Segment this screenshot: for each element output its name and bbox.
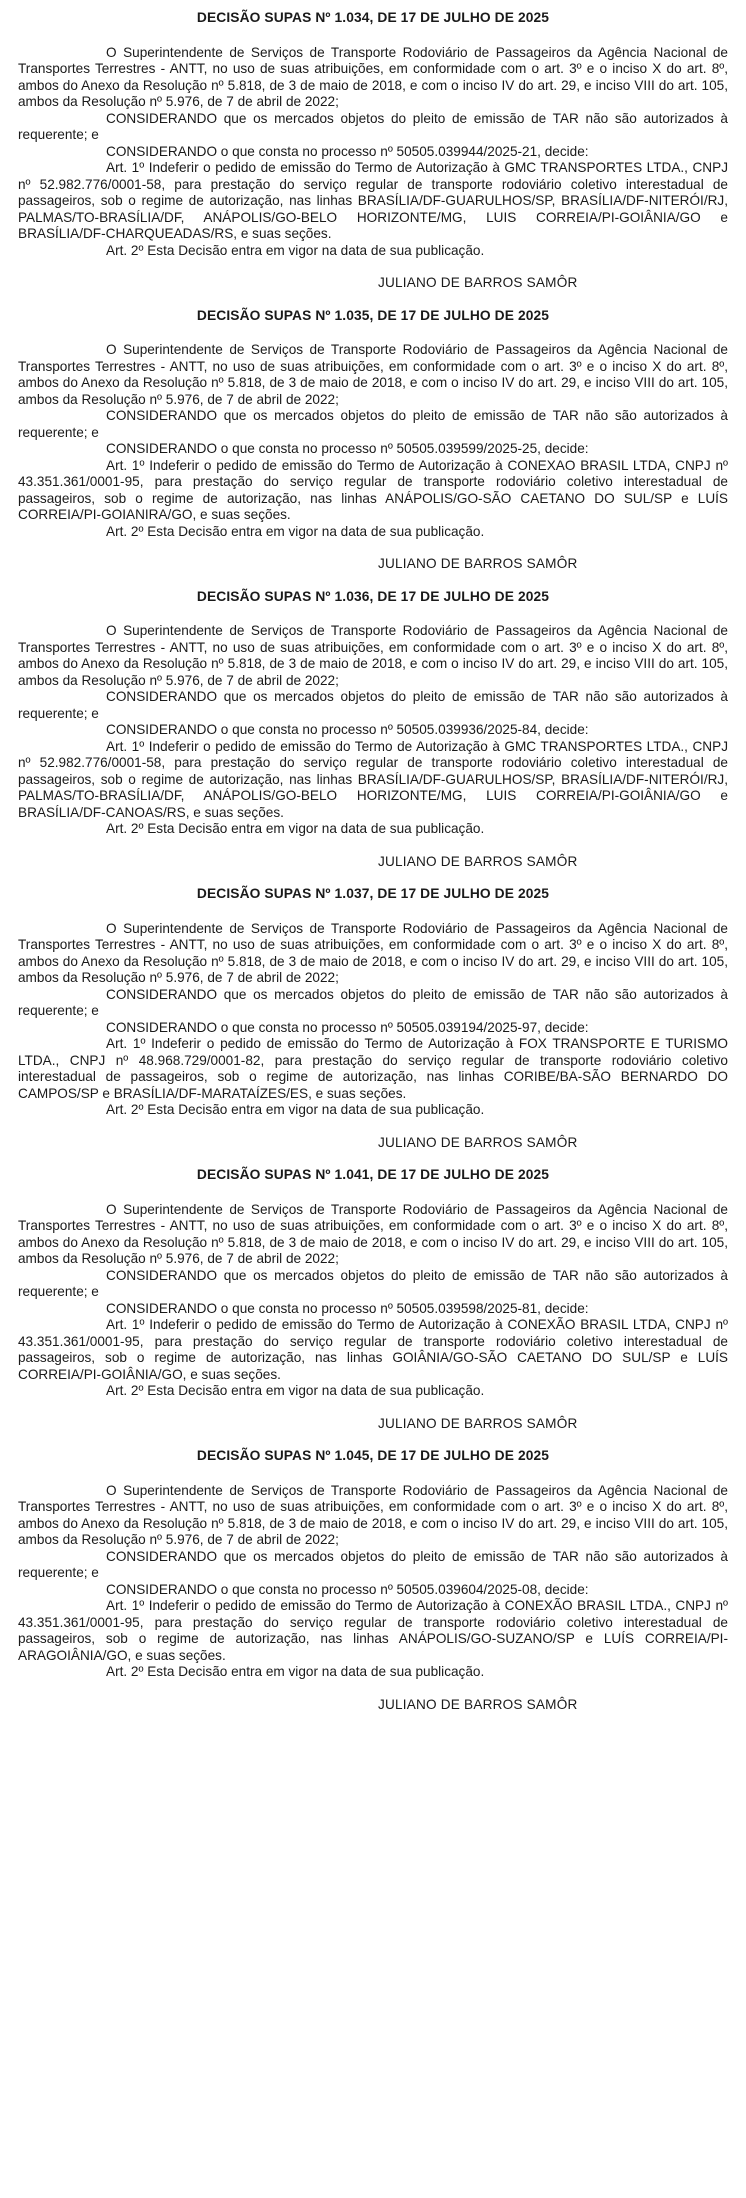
signer-name: JULIANO DE BARROS SAMÔR	[378, 275, 578, 290]
article-2-paragraph: Art. 2º Esta Decisão entra em vigor na data de sua publicação.	[106, 523, 485, 539]
decision-1041	[18, 1167, 728, 1432]
decision-title: DECISÃO SUPAS Nº 1.036, DE 17 DE JULHO DE 2025	[196, 588, 550, 604]
article-2-paragraph: Art. 2º Esta Decisão entra em vigor na data de sua publicação.	[106, 1383, 485, 1398]
decision-title: DECISÃO SUPAS Nº 1.034, DE 17 DE JULHO DE 2025	[196, 10, 550, 25]
signer-name: JULIANO DE BARROS SAMÔR	[378, 1696, 578, 1712]
preamble-paragraph: O Superintendente de Serviços de Transporte Rodoviário de Passageiros da Agência Nacional de Transportes Terrestres - ANTT, no uso de suas atribuições, em conformidade com o art. 3º e o inciso X do art. 8º, ambos do Anexo da Resolução nº 5.818, de 3 de maio de 2018, e com o inciso IV do art. 29, e inciso VIII do art. 105, ambos da Resolução nº 5.976, de 7 de abril de 2022;	[18, 1482, 728, 1547]
considerando-markets-paragraph: CONSIDERANDO que os mercados objetos do pleito de emissão de TAR não são autorizados à requerente; e	[18, 110, 728, 142]
decision-title: DECISÃO SUPAS Nº 1.037, DE 17 DE JULHO DE 2025	[196, 886, 550, 901]
article-2-paragraph: Art. 2º Esta Decisão entra em vigor na data de sua publicação.	[106, 242, 485, 258]
article-2-paragraph: Art. 2º Esta Decisão entra em vigor na data de sua publicação.	[106, 1102, 485, 1117]
considerando-process-paragraph: CONSIDERANDO o que consta no processo nº 50505.039944/2025-21, decide:	[106, 143, 589, 159]
signer-name: JULIANO DE BARROS SAMÔR	[378, 1415, 578, 1431]
considerando-markets-paragraph: CONSIDERANDO que os mercados objetos do pleito de emissão de TAR não são autorizados à requerente; e	[18, 986, 728, 1018]
considerando-markets-paragraph: CONSIDERANDO que os mercados objetos do pleito de emissão de TAR não são autorizados à requerente; e	[18, 408, 728, 440]
preamble-paragraph: O Superintendente de Serviços de Transporte Rodoviário de Passageiros da Agência Nacional de Transportes Terrestres - ANTT, no uso de suas atribuições, em conformidade com o art. 3º e o inciso X do art. 8º, ambos do Anexo da Resolução nº 5.818, de 3 de maio de 2018, e com o inciso IV do art. 29, e inciso VIII do art. 105, ambos da Resolução nº 5.976, de 7 de abril de 2022;	[18, 623, 728, 688]
decision-1034	[18, 10, 728, 292]
decision-1045	[18, 1448, 728, 1713]
article-1-paragraph: Art. 1º Indeferir o pedido de emissão do Termo de Autorização à CONEXÃO BRASIL LTDA., CNPJ nº 43.351.361/0001-95, para prestação do serviço regular de transporte rodoviário coletivo interestadual de passageiros, sob o regime de autorização, nas linhas ANÁPOLIS/GO-SUZANO/SP e LUÍS CORREIA/PI-ARAGOIÂNIA/GO, e suas seções.	[18, 1598, 728, 1663]
decision-title: DECISÃO SUPAS Nº 1.035, DE 17 DE JULHO DE 2025	[196, 307, 550, 323]
article-1-paragraph: Art. 1º Indeferir o pedido de emissão do Termo de Autorização à FOX TRANSPORTE E TURISMO LTDA., CNPJ nº 48.968.729/0001-82, para prestação do serviço regular de transporte rodoviário coletivo interestadual de passageiros, sob o regime de autorização, nas linhas CORIBE/BA-SÃO BERNARDO DO CAMPOS/SP e BRASÍLIA/DF-MARATAÍZES/ES, e suas seções.	[18, 1036, 728, 1101]
considerando-process-paragraph: CONSIDERANDO o que consta no processo nº 50505.039936/2025-84, decide:	[106, 722, 589, 737]
preamble-paragraph: O Superintendente de Serviços de Transporte Rodoviário de Passageiros da Agência Nacional de Transportes Terrestres - ANTT, no uso de suas atribuições, em conformidade com o art. 3º e o inciso X do art. 8º, ambos do Anexo da Resolução nº 5.818, de 3 de maio de 2018, e com o inciso IV do art. 29, e inciso VIII do art. 105, ambos da Resolução nº 5.976, de 7 de abril de 2022;	[18, 920, 728, 985]
considerando-markets-paragraph: CONSIDERANDO que os mercados objetos do pleito de emissão de TAR não são autorizados à requerente; e	[18, 1267, 728, 1299]
considerando-process-paragraph: CONSIDERANDO o que consta no processo nº 50505.039598/2025-81, decide:	[106, 1300, 589, 1316]
decision-1037	[18, 886, 728, 1151]
decision-1035	[18, 308, 728, 573]
considerando-process-paragraph: CONSIDERANDO o que consta no processo nº 50505.039599/2025-25, decide:	[106, 441, 589, 456]
signer-name: JULIANO DE BARROS SAMÔR	[378, 853, 578, 869]
preamble-paragraph: O Superintendente de Serviços de Transporte Rodoviário de Passageiros da Agência Nacional de Transportes Terrestres - ANTT, no uso de suas atribuições, em conformidade com o art. 3º e o inciso X do art. 8º, ambos do Anexo da Resolução nº 5.818, de 3 de maio de 2018, e com o inciso IV do art. 29, e inciso VIII do art. 105, ambos da Resolução nº 5.976, de 7 de abril de 2022;	[18, 342, 728, 407]
decision-1036	[18, 589, 728, 871]
article-2-paragraph: Art. 2º Esta Decisão entra em vigor na data de sua publicação.	[106, 821, 485, 836]
article-2-paragraph: Art. 2º Esta Decisão entra em vigor na data de sua publicação.	[106, 1664, 485, 1679]
preamble-paragraph: O Superintendente de Serviços de Transporte Rodoviário de Passageiros da Agência Nacional de Transportes Terrestres - ANTT, no uso de suas atribuições, em conformidade com o art. 3º e o inciso X do art. 8º, ambos do Anexo da Resolução nº 5.818, de 3 de maio de 2018, e com o inciso IV do art. 29, e inciso VIII do art. 105, ambos da Resolução nº 5.976, de 7 de abril de 2022;	[18, 1201, 728, 1266]
article-1-paragraph: Art. 1º Indeferir o pedido de emissão do Termo de Autorização à CONEXÃO BRASIL LTDA, CNPJ nº 43.351.361/0001-95, para prestação do serviço regular de transporte rodoviário coletivo interestadual de passageiros, sob o regime de autorização, nas linhas GOIÂNIA/GO-SÃO CAETANO DO SUL/SP e LUÍS CORREIA/PI-GOIÂNIA/GO, e suas seções.	[18, 1317, 728, 1382]
signer-name: JULIANO DE BARROS SAMÔR	[378, 1134, 578, 1150]
considerando-markets-paragraph: CONSIDERANDO que os mercados objetos do pleito de emissão de TAR não são autorizados à requerente; e	[18, 1548, 728, 1580]
article-1-paragraph: Art. 1º Indeferir o pedido de emissão do Termo de Autorização à GMC TRANSPORTES LTDA., CNPJ nº 52.982.776/0001-58, para prestação do serviço regular de transporte rodoviário coletivo interestadual de passageiros, sob o regime de autorização, nas linhas BRASÍLIA/DF-GUARULHOS/SP, BRASÍLIA/DF-NITERÓI/RJ, PALMAS/TO-BRASÍLIA/DF, ANÁPOLIS/GO-BELO HORIZONTE/MG, LUIS CORREIA/PI-GOIÂNIA/GO e BRASÍLIA/DF-CANOAS/RS, e suas seções.	[18, 738, 728, 820]
considerando-markets-paragraph: CONSIDERANDO que os mercados objetos do pleito de emissão de TAR não são autorizados à requerente; e	[18, 689, 728, 721]
article-1-paragraph: Art. 1º Indeferir o pedido de emissão do Termo de Autorização à GMC TRANSPORTES LTDA., CNPJ nº 52.982.776/0001-58, para prestação do serviço regular de transporte rodoviário coletivo interestadual de passageiros, sob o regime de autorização, nas linhas BRASÍLIA/DF-GUARULHOS/SP, BRASÍLIA/DF-NITERÓI/RJ, PALMAS/TO-BRASÍLIA/DF, ANÁPOLIS/GO-BELO HORIZONTE/MG, LUIS CORREIA/PI-GOIÂNIA/GO e BRASÍLIA/DF-CHARQUEADAS/RS, e suas seções.	[18, 160, 728, 241]
signer-name: JULIANO DE BARROS SAMÔR	[378, 556, 578, 571]
preamble-paragraph: O Superintendente de Serviços de Transporte Rodoviário de Passageiros da Agência Nacional de Transportes Terrestres - ANTT, no uso de suas atribuições, em conformidade com o art. 3º e o inciso X do art. 8º, ambos do Anexo da Resolução nº 5.818, de 3 de maio de 2018, e com o inciso IV do art. 29, e inciso VIII do art. 105, ambos da Resolução nº 5.976, de 7 de abril de 2022;	[18, 44, 728, 109]
decision-title: DECISÃO SUPAS Nº 1.041, DE 17 DE JULHO DE 2025	[196, 1167, 550, 1182]
article-1-paragraph: Art. 1º Indeferir o pedido de emissão do Termo de Autorização à CONEXAO BRASIL LTDA, CNPJ nº 43.351.361/0001-95, para prestação do serviço regular de transporte rodoviário coletivo interestadual de passageiros, sob o regime de autorização, nas linhas ANÁPOLIS/GO-SÃO CAETANO DO SUL/SP e LUÍS CORREIA/PI-GOIANIRA/GO, e suas seções.	[18, 457, 728, 522]
considerando-process-paragraph: CONSIDERANDO o que consta no processo nº 50505.039604/2025-08, decide:	[106, 1581, 589, 1597]
decision-title: DECISÃO SUPAS Nº 1.045, DE 17 DE JULHO DE 2025	[196, 1448, 550, 1463]
considerando-process-paragraph: CONSIDERANDO o que consta no processo nº 50505.039194/2025-97, decide:	[106, 1019, 589, 1035]
